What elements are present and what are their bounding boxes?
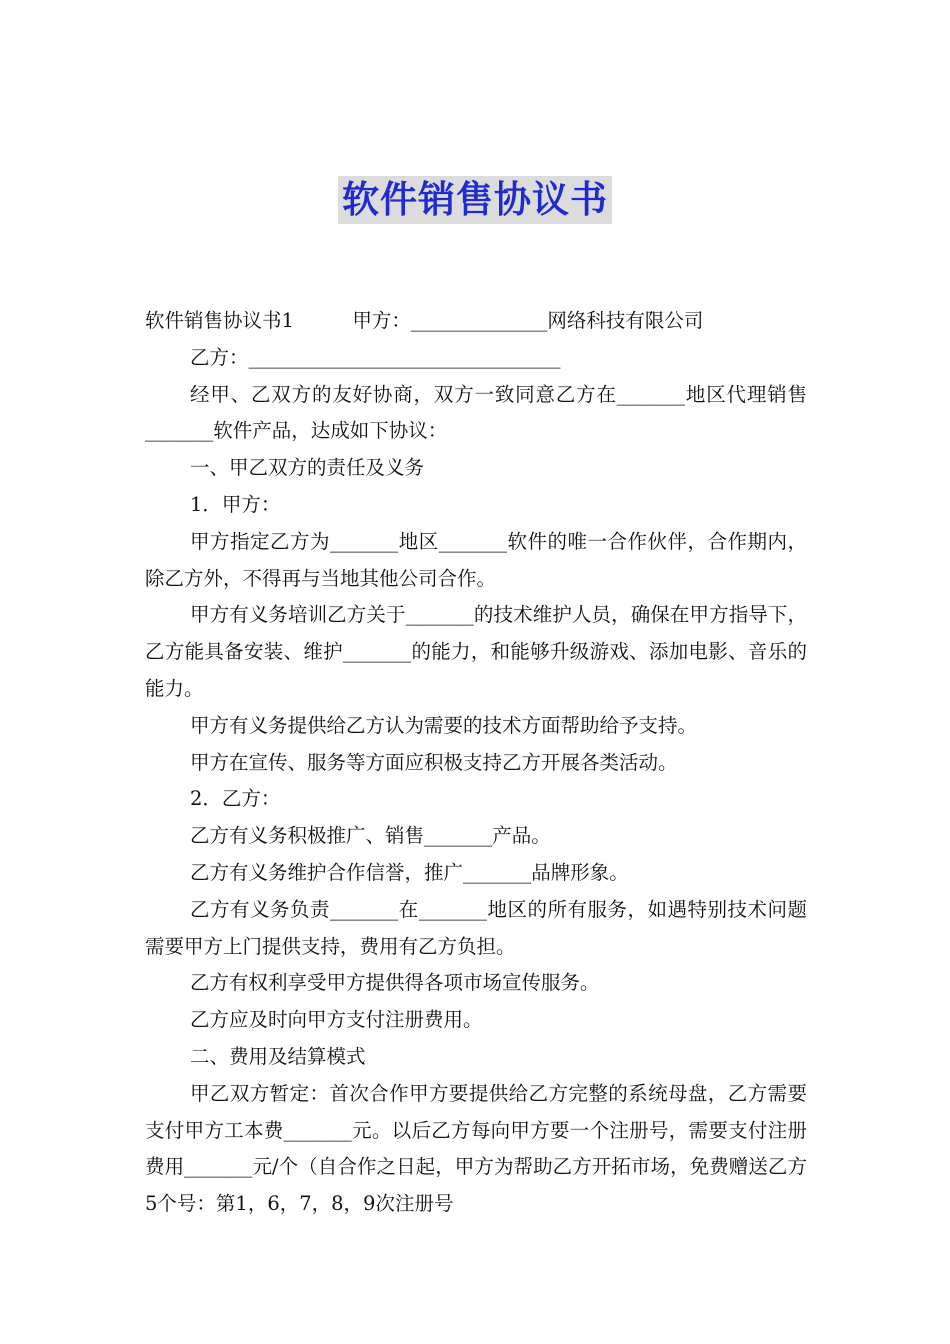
paragraph: 乙方有义务维护合作信誉，推广_______品牌形象。 — [190, 860, 629, 884]
paragraph: 软件销售协议书1 甲方：______________网络科技有限公司 — [145, 309, 704, 332]
paragraph: 甲方有义务培训乙方关于_______的技术维护人员，确保在甲方指导下，乙方能具备安装、维护_______的能力，和能够升级游戏、添加电影、音乐的能力。 — [145, 603, 807, 700]
title-container — [0, 176, 950, 224]
paragraph: 甲方在宣传、服务等方面应积极支持乙方开展各类活动。 — [190, 750, 678, 774]
section-heading: 一、甲乙双方的责任及义务 — [190, 456, 425, 480]
document-title: 软件销售协议书 — [338, 176, 612, 224]
paragraph: 甲方指定乙方为_______地区_______软件的唯一合作伙伴，合作期内，除乙方外，不得再与当地其他公司合作。 — [145, 529, 807, 590]
paragraph: 甲方有义务提供给乙方认为需要的技术方面帮助给予支持。 — [190, 713, 698, 737]
document-body — [145, 303, 807, 1223]
paragraph: 经甲、乙双方的友好协商，双方一致同意乙方在_______地区代理销售_______软件产品，达成如下协议： — [145, 382, 807, 443]
paragraph: 乙方应及时向甲方支付注册费用。 — [190, 1008, 483, 1032]
paragraph: 甲乙双方暂定：首次合作甲方要提供给乙方完整的系统母盘，乙方需要支付甲方工本费_______元。以后乙方每向甲方要一个注册号，需要支付注册费用_______元/个（自合作之日起，甲方为帮助乙方开拓市场，免费赠送乙方5个号：第1，6，7，8，9次注册号 — [145, 1081, 807, 1216]
paragraph: 乙方有义务负责_______在_______地区的所有服务，如遇特别技术问题需要甲方上门提供支持，费用有乙方负担。 — [145, 897, 807, 958]
subsection-heading: 1．甲方： — [190, 492, 281, 516]
subsection-heading: 2．乙方： — [190, 787, 281, 811]
section-heading: 二、费用及结算模式 — [190, 1044, 366, 1068]
paragraph: 乙方有权利享受甲方提供得各项市场宣传服务。 — [190, 971, 600, 995]
paragraph: 乙方：________________________________ — [190, 345, 561, 369]
paragraph: 乙方有义务积极推广、销售_______产品。 — [190, 824, 551, 848]
